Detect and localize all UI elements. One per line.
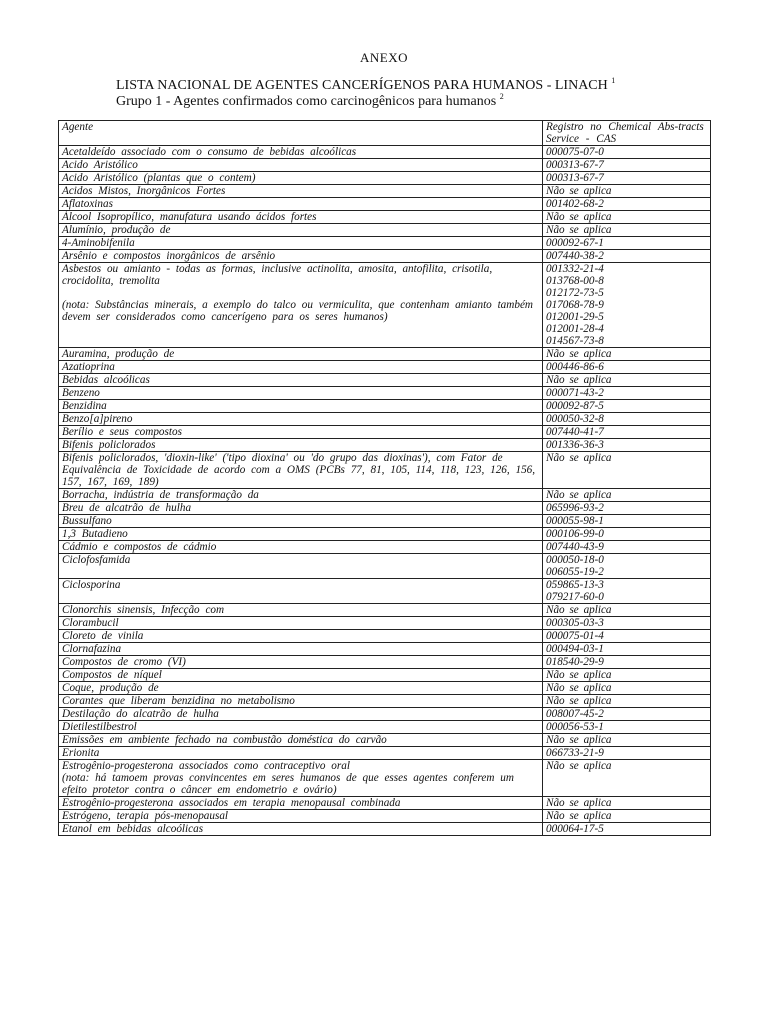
cas-cell: 000092-67-1 [543,237,711,250]
cas-cell: 000446-86-6 [543,361,711,374]
agent-cell: Bifenis policlorados [59,439,543,452]
cas-cell: Não se aplica [543,695,711,708]
table-row [59,413,711,426]
agent-cell: Bebidas alcoólicas [59,374,543,387]
table-row [59,695,711,708]
agent-cell: Compostos de cromo (VI) [59,656,543,669]
table-row [59,604,711,617]
cas-cell: Não se aplica [543,760,711,797]
agent-cell: Estrogênio-progesterona associados em terapia menopausal combinada [59,797,543,810]
table-row [59,146,711,159]
cas-cell: Não se aplica [543,682,711,695]
cas-cell: Não se aplica [543,669,711,682]
agent-cell: Acido Aristólico [59,159,543,172]
table-row [59,747,711,760]
agent-cell: Ciclosporina [59,579,543,604]
table-row [59,682,711,695]
table-row [59,159,711,172]
table-row [59,439,711,452]
cas-cell: 000071-43-2 [543,387,711,400]
table-row [59,361,711,374]
cas-cell: 066733-21-9 [543,747,711,760]
table-row [59,211,711,224]
table-row [59,797,711,810]
agent-cell: Destilação do alcatrão de hulha [59,708,543,721]
agent-cell: Bifenis policlorados, 'dioxin-like' ('tipo dioxina' ou 'do grupo das dioxinas'), com Fator de Equivalência de Toxicidade de acordo com a OMS (PCBs 77, 81, 105, 114, 118, 123, 126, 156, 157, 167, 169, 189) [59,452,543,489]
cas-cell: Não se aplica [543,797,711,810]
cas-cell: Não se aplica [543,489,711,502]
cas-cell: 007440-43-9 [543,541,711,554]
cas-cell: 000050-18-0 006055-19-2 [543,554,711,579]
cas-cell: Não se aplica [543,211,711,224]
agent-cell: Benzeno [59,387,543,400]
agent-cell: Compostos de níquel [59,669,543,682]
agent-cell: Corantes que liberam benzidina no metabolismo [59,695,543,708]
table-row [59,643,711,656]
agent-cell: Ciclofosfamida [59,554,543,579]
cas-cell: Não se aplica [543,604,711,617]
cas-cell: 007440-38-2 [543,250,711,263]
agent-cell: Clornafazina [59,643,543,656]
cas-cell: 000305-03-3 [543,617,711,630]
cas-cell: 000050-32-8 [543,413,711,426]
cas-cell: 007440-41-7 [543,426,711,439]
agent-cell: Auramina, produção de [59,348,543,361]
table-row [59,348,711,361]
agent-cell: Clonorchis sinensis, Infecção com [59,604,543,617]
cas-cell: 000055-98-1 [543,515,711,528]
table-row [59,387,711,400]
cas-cell: 000313-67-7 [543,172,711,185]
list-title-text: LISTA NACIONAL DE AGENTES CANCERÍGENOS PARA HUMANOS - LINACH [116,78,608,93]
agent-cell: 4-Aminobifenila [59,237,543,250]
agent-cell: 1,3 Butadieno [59,528,543,541]
agent-cell: Acidos Mistos, Inorgânicos Fortes [59,185,543,198]
table-row [59,708,711,721]
agent-cell: Coque, produção de [59,682,543,695]
agent-cell: Dietilestilbestrol [59,721,543,734]
agent-cell: Breu de alcatrão de hulha [59,502,543,515]
cas-cell: Não se aplica [543,734,711,747]
cas-cell: 000092-87-5 [543,400,711,413]
cas-cell: Não se aplica [543,185,711,198]
cas-cell: 008007-45-2 [543,708,711,721]
agent-cell: Emissões em ambiente fechado na combustão doméstica do carvão [59,734,543,747]
table-row [59,630,711,643]
registry-column-header: Registro no Chemical Abs-tracts Service - CAS [543,121,711,146]
table-row [59,224,711,237]
table-row [59,810,711,823]
cas-cell: 001402-68-2 [543,198,711,211]
agent-cell: Borracha, indústria de transformação da [59,489,543,502]
agent-cell: Berílio e seus compostos [59,426,543,439]
table-row [59,528,711,541]
agent-cell: Etanol em bebidas alcoólicas [59,823,543,836]
table-row [59,579,711,604]
cas-cell: 059865-13-3 079217-60-0 [543,579,711,604]
subtitle-footnote-mark: 2 [499,92,504,101]
cas-cell: 000106-99-0 [543,528,711,541]
agent-cell: Cloreto de vinila [59,630,543,643]
cas-cell: Não se aplica [543,810,711,823]
table-row [59,823,711,836]
cas-cell: Não se aplica [543,452,711,489]
table-row [59,452,711,489]
cas-cell: 000075-07-0 [543,146,711,159]
table-row [59,541,711,554]
table-row [59,250,711,263]
agent-cell: Acido Aristólico (plantas que o contem) [59,172,543,185]
table-row [59,263,711,348]
cas-cell: 001336-36-3 [543,439,711,452]
agent-cell: Álcool Isopropílico, manufatura usando ácidos fortes [59,211,543,224]
cas-cell: 001332-21-4 013768-00-8 012172-73-5 017068-78-9 012001-29-5 012001-28-4 014567-73-8 [543,263,711,348]
table-row [59,656,711,669]
group-subtitle-text: Grupo 1 - Agentes confirmados como carcinogênicos para humanos [116,94,497,109]
agent-cell: Acetaldeído associado com o consumo de bebidas alcoólicas [59,146,543,159]
agent-cell: Benzidina [59,400,543,413]
group-subtitle [116,92,736,110]
cas-cell: 000075-01-4 [543,630,711,643]
table-row [59,617,711,630]
cas-cell: 000056-53-1 [543,721,711,734]
cas-cell: 000064-17-5 [543,823,711,836]
table-row [59,721,711,734]
agent-cell: Erionita [59,747,543,760]
agent-cell: Aflatoxinas [59,198,543,211]
cas-cell: 018540-29-9 [543,656,711,669]
agent-cell: Azatioprina [59,361,543,374]
cas-cell: Não se aplica [543,374,711,387]
cas-cell: 000313-67-7 [543,159,711,172]
cas-cell: 000494-03-1 [543,643,711,656]
table-row [59,374,711,387]
title-footnote-mark: 1 [611,76,616,85]
table-row [59,426,711,439]
table-row [59,734,711,747]
table-row [59,185,711,198]
agent-column-header: Agente [59,121,543,146]
agent-cell: Estrógeno, terapia pós-menopausal [59,810,543,823]
agent-cell: Cádmio e compostos de cádmio [59,541,543,554]
table-row [59,198,711,211]
carcinogen-table [58,120,711,836]
table-row [59,502,711,515]
table-row [59,554,711,579]
agent-cell: Arsênio e compostos inorgânicos de arsênio [59,250,543,263]
cas-cell: 065996-93-2 [543,502,711,515]
agent-cell: Asbestos ou amianto - todas as formas, inclusive actinolita, amosita, antofilita, crisotila, crocidolita, tremolita (nota: Substâncias minerais, a exemplo do talco ou vermiculita, que contenham amianto também devem ser considerados como cancerígeno para os seres humanos) [59,263,543,348]
table-row [59,760,711,797]
table-row [59,489,711,502]
cas-cell: Não se aplica [543,224,711,237]
table-row [59,515,711,528]
table-row [59,237,711,250]
table-row [59,669,711,682]
table-header-row [59,121,711,146]
table-row [59,400,711,413]
cas-cell: Não se aplica [543,348,711,361]
annex-heading: ANEXO [360,50,408,65]
table-body [59,146,711,836]
agent-cell: Clorambucil [59,617,543,630]
agent-cell: Bussulfano [59,515,543,528]
table-row [59,172,711,185]
agent-cell: Alumínio, produção de [59,224,543,237]
agent-cell: Estrogênio-progesterona associados como contraceptivo oral (nota: há tamoem provas convincentes em seres humanos de que esses agentes conferem um efeito protetor contra o câncer em endometrio e ovário) [59,760,543,797]
agent-cell: Benzo[a]pireno [59,413,543,426]
